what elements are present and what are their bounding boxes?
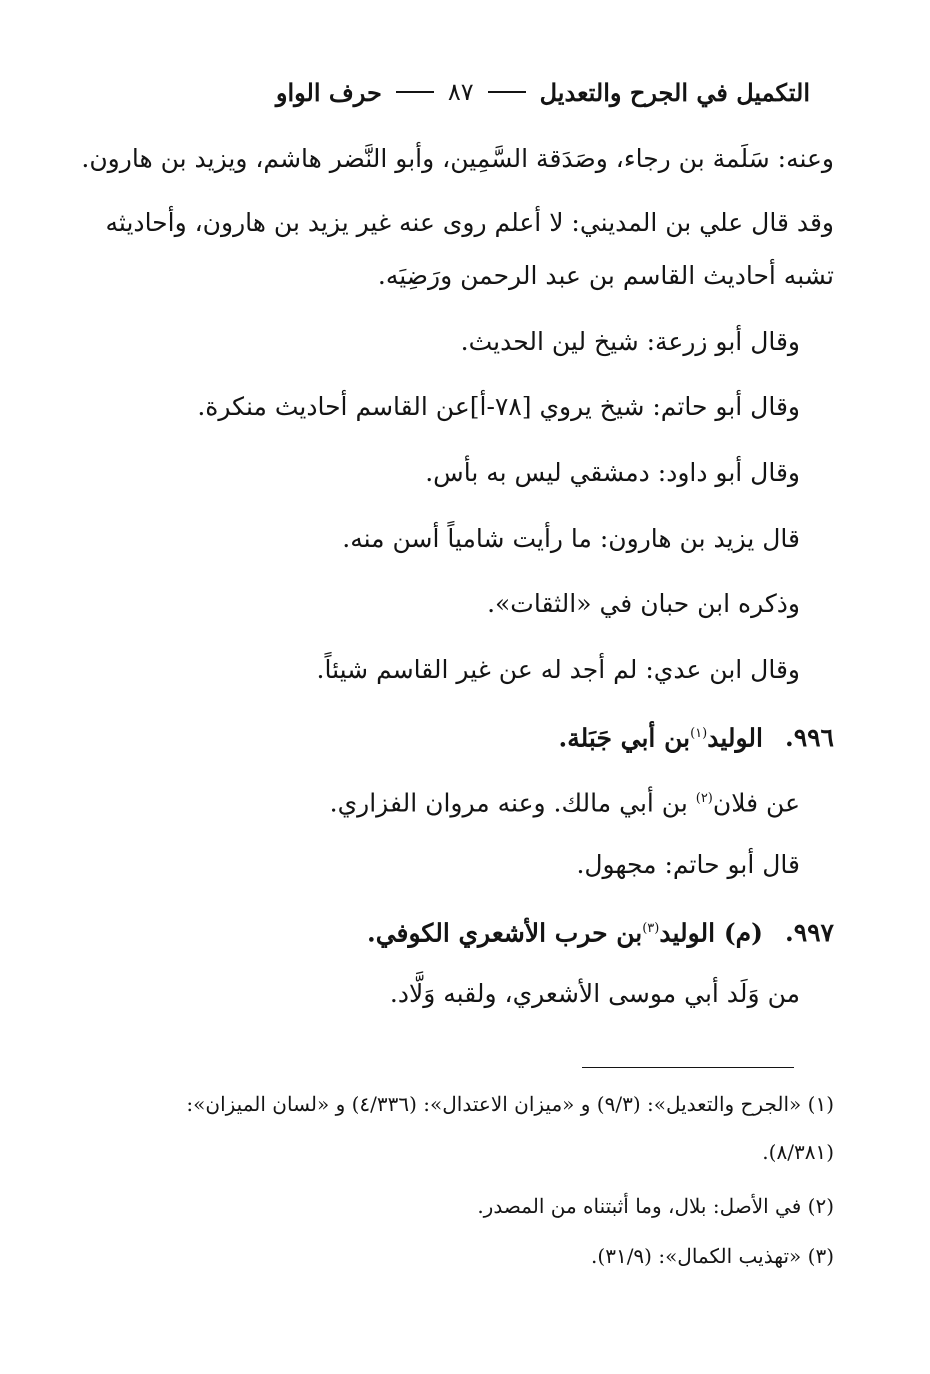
footnote-separator [582,1067,794,1068]
entry-997-heading [367,909,834,953]
entry-997-name-b: بن حرب الأشعري الكوفي. [366,918,643,948]
footnote-marker-2: (٢) [695,791,713,806]
body-line-9: وقال ابن عدي: لم أجد له عن غير القاسم شيئاً. [316,655,800,684]
entry-996-number: ٩٩٦. [784,723,834,753]
running-header [130,72,810,112]
body-line-8: وذكره ابن حبان في «الثقات». [487,589,800,618]
entry-997-tag: (م) [723,918,763,948]
header-dash-right [488,91,526,93]
entry-996-line-2: قال أبو حاتم: مجهول. [576,850,800,879]
body-line-3: تشبه أحاديث القاسم بن عبد الرحمن ورَضِيَه. [377,261,834,290]
entry-996-name-a: الوليد [707,723,763,753]
footnote-1-line-1: (١) «الجرح والتعديل»: (٩/٣) و «ميزان الاعتدال»: (٤/٣٣٦) و «لسان الميزان»: [186,1092,834,1116]
body-line-5: وقال أبو حاتم: شيخ يروي [٧٨-أ]عن القاسم أحاديث منكرة. [197,392,800,421]
entry-996-name-b: بن أبي جَبَلة. [558,723,691,753]
entry-996-line-1 [330,779,800,823]
body-line-4: وقال أبو زرعة: شيخ لين الحديث. [460,327,800,356]
entry-997-line-1: من وَلَد أبي موسى الأشعري، ولقبه وَلَّاد. [389,979,800,1008]
entry-996-line-1-b: بن أبي مالك. وعنه مروان الفزاري. [329,788,696,818]
footnote-2: (٢) في الأصل: بلال، وما أثبتناه من المصدر. [477,1194,834,1218]
body-line-6: وقال أبو داود: دمشقي ليس به بأس. [425,458,800,487]
header-page-number: ٨٧ [447,78,474,106]
body-line-2: وقد قال علي بن المديني: لا أعلم روى عنه غير يزيد بن هارون، وأحاديثه [105,208,834,237]
footnote-3: (٣) «تهذيب الكمال»: (٣١/٩). [591,1244,834,1268]
entry-996-line-1-a: عن فلان [712,788,800,818]
header-chapter: حرف الواو [275,77,382,107]
body-line-1: وعنه: سَلَمة بن رجاء، وصَدَقة السَّمِين، وأبو النَّضر هاشم، ويزيد بن هارون. [81,144,834,173]
footnote-1-line-2: (٨/٣٨١). [762,1140,834,1164]
entry-997-name-a: الوليد [659,918,716,948]
entry-996-heading [559,714,834,758]
body-line-7: قال يزيد بن هارون: ما رأيت شامياً أسن منه. [342,524,800,553]
footnote-marker-3: (٣) [642,921,660,936]
entry-997-number: ٩٩٧. [784,918,834,948]
header-book-title: التكميل في الجرح والتعديل [539,77,810,107]
footnote-marker-1: (١) [690,726,708,741]
header-dash-left [396,91,434,93]
